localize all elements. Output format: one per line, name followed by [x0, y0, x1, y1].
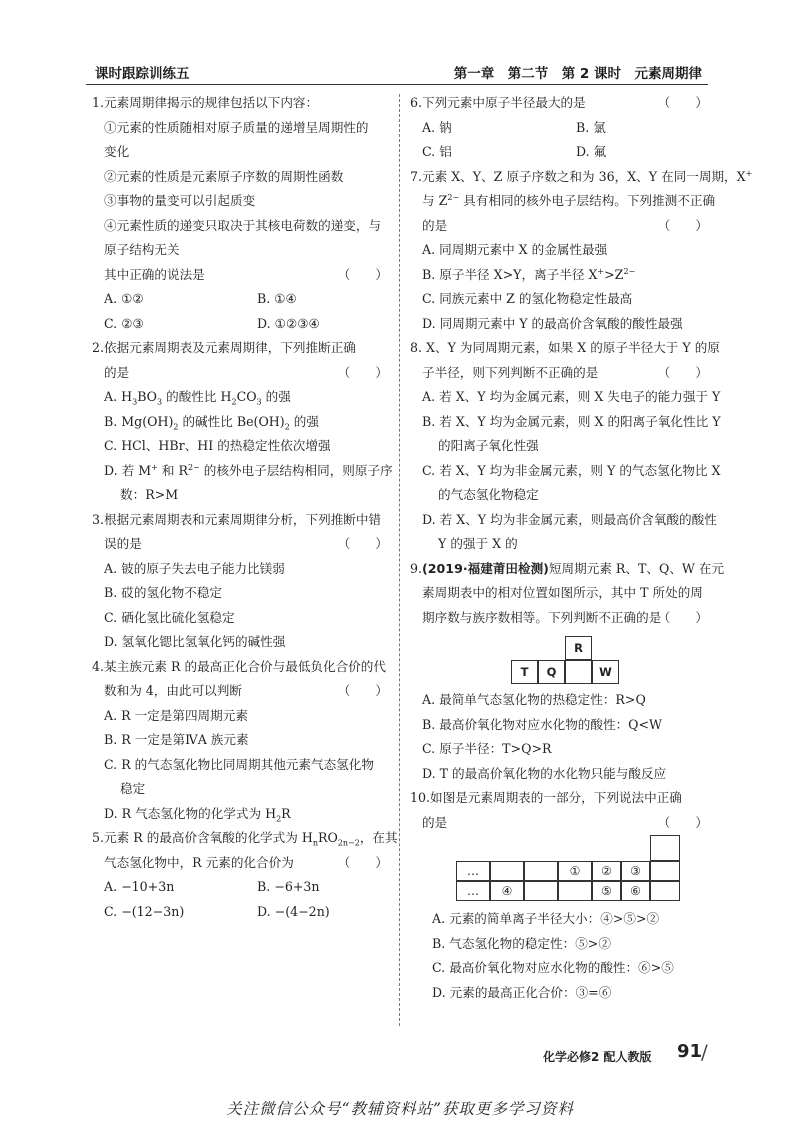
q8-option-c-cont: 的气态氢化物稳定 — [438, 487, 539, 502]
q9-number: 9. — [410, 560, 423, 576]
q4-d-part: D. R 气态氢化物的化学式为 H — [104, 805, 277, 821]
q2-option-b — [92, 410, 388, 435]
q7-stem-part: 7.元素 X、Y、Z 原子序数之和为 36，X、Y 在同一周期，X — [410, 168, 746, 184]
q7-b-sup: 2− — [623, 266, 636, 276]
q4-option-b: B. R 一定是第ⅣA 族元素 — [104, 732, 249, 747]
q7-answer-paren: （ ） — [657, 217, 708, 233]
q5-stem-sub: 2n−2 — [337, 838, 360, 848]
q9-stem-cont2 — [410, 606, 708, 631]
q3-stem-cont-text: 误的是 — [104, 536, 142, 551]
q2-a-part: A. H — [104, 389, 133, 404]
q10-option-b: B. 气态氢化物的稳定性：⑤>② — [432, 935, 611, 951]
q2-b-part: B. Mg(OH) — [104, 413, 174, 429]
q10-cell — [650, 861, 680, 881]
page-number: 91 — [677, 1041, 703, 1062]
q1-ask — [92, 263, 388, 288]
q2-b-sub: 2 — [284, 422, 290, 432]
q4-option-c-cont: 稳定 — [120, 781, 146, 796]
question-10 — [410, 786, 708, 1005]
q5-options-ab — [92, 875, 388, 900]
q2-option-d-cont: 数：R>M — [120, 487, 179, 502]
q3-option-c: C. 硒化氢比硫化氢稳定 — [104, 609, 235, 625]
q1-statement-4: ④元素性质的递变只取决于其核电荷数的递变，与 — [104, 217, 382, 233]
q2-d-sup: 2− — [187, 462, 200, 472]
q4-option-d — [92, 802, 388, 827]
q2-a-part: 的强 — [261, 389, 291, 404]
q4-stem: 4.某主族元素 R 的最高正化合价与最低负化合价的代 — [92, 658, 386, 674]
q10-cell — [558, 881, 592, 901]
q10-option-a: A. 元素的简单离子半径大小：④>⑤>② — [432, 911, 660, 926]
q7-stem-sup: + — [745, 168, 753, 178]
q7-stem-cont — [410, 189, 716, 214]
q1-ask-text: 其中正确的说法是 — [104, 266, 205, 282]
q8-option-a: A. 若 X、Y 均为金属元素，则 X 失电子的能力强于 Y — [422, 389, 721, 404]
q8-option-c: C. 若 X、Y 均为非金属元素，则 Y 的气态氢化物比 X — [422, 462, 721, 478]
q9-stem-cont: 素周期表中的相对位置如图所示，其中 T 所处的周 — [422, 585, 703, 600]
q10-cell: … — [456, 881, 490, 901]
q7-b-part: B. 原子半径 X>Y，离子半径 X — [422, 266, 598, 282]
q6-option-c: C. 铝 — [422, 144, 452, 159]
left-column — [92, 91, 398, 924]
q10-cell-top — [650, 835, 680, 861]
q7-stem-sup: 2− — [447, 192, 460, 202]
q7-b-part: >Z — [604, 266, 624, 282]
question-2 — [92, 336, 393, 508]
q10-periodic-table-fragment — [410, 835, 708, 907]
q5-answer-paren: （ ） — [337, 854, 388, 870]
q10-cell-1: ① — [558, 861, 592, 881]
q3-stem: 3.根据元素周期表和元素周期律分析，下列推断中错 — [92, 511, 382, 527]
q2-d-part: 和 R — [157, 462, 188, 478]
q5-options-cd — [92, 900, 388, 925]
q7-stem — [410, 165, 753, 190]
q9-answer-paren: （ ） — [657, 609, 708, 625]
q10-answer-paren: （ ） — [657, 814, 708, 830]
question-3 — [92, 508, 388, 655]
q2-b-part: 的碱性比 Be(OH) — [178, 413, 285, 429]
q5-option-d: D. −(4−2n) — [257, 903, 330, 919]
q1-statement-3: ③事物的量变可以引起质变 — [104, 193, 256, 208]
q2-d-part: 的核外电子层结构相同，则原子序 — [199, 462, 393, 478]
q10-cell — [490, 861, 524, 881]
q1-option-a: A. ①② — [104, 291, 144, 306]
q5-stem-part: 5.元素 R 的最高价含氧酸的化学式为 H — [92, 830, 313, 845]
question-5 — [92, 826, 398, 924]
q9-cell-empty — [565, 660, 592, 684]
q5-option-a: A. −10+3n — [104, 879, 175, 894]
q4-answer-paren: （ ） — [337, 683, 388, 698]
q1-option-c: C. ②③ — [104, 315, 144, 331]
q4-option-c: C. R 的气态氢化物比同周期其他元素气态氢化物 — [104, 756, 374, 772]
q8-stem-cont-text: 子半径，则下列判断不正确的是 — [422, 364, 599, 380]
q10-option-c: C. 最高价氧化物对应水化物的酸性：⑥>⑤ — [432, 960, 674, 975]
header-series-title: 课时跟踪训练五 — [95, 66, 190, 82]
header-rule — [86, 84, 708, 85]
q9-option-a: A. 最简单气态氢化物的热稳定性：R>Q — [422, 692, 646, 707]
q1-options-ab — [92, 287, 388, 312]
q6-answer-paren: （ ） — [657, 95, 708, 110]
q2-d-sup: + — [151, 462, 158, 472]
q9-cell-t: T — [511, 660, 538, 684]
q10-stem-cont — [410, 811, 708, 836]
question-7 — [410, 165, 753, 337]
q2-a-part: BO — [137, 389, 158, 404]
q5-option-c: C. −(12−3n) — [104, 903, 185, 919]
bottom-promo-note: 关注微信公众号“教辅资料站”获取更多学习资料 — [226, 1100, 574, 1118]
q7-stem-part: 具有相同的核外电子层结构。下列推测不正确 — [459, 193, 716, 208]
q9-cell-q: Q — [538, 660, 565, 684]
q2-b-part: 的强 — [289, 413, 319, 429]
q2-a-part: CO — [236, 389, 257, 404]
q2-option-d — [92, 459, 393, 484]
q7-stem-cont2-text: 的是 — [422, 217, 448, 233]
q6-stem — [410, 91, 708, 116]
q2-a-sub: 3 — [132, 397, 138, 407]
q9-stem-cont2-text: 期序数与族序数相等。下列判断不正确的是 — [422, 609, 662, 625]
q6-options-ab — [410, 116, 708, 141]
q2-stem-cont-text: 的是 — [104, 364, 130, 380]
footer-book-title: 化学必修2 配人教版 — [543, 1050, 652, 1064]
q8-option-b: B. 若 X、Y 均为金属元素，则 X 的阳离子氧化性比 Y — [422, 413, 721, 429]
q4-d-part: R — [281, 805, 291, 821]
q7-b-sup: + — [597, 266, 605, 276]
q10-stem: 10.如图是元素周期表的一部分，下列说法中正确 — [410, 790, 682, 805]
q10-cell — [650, 881, 680, 901]
q5-stem-sub: n — [312, 838, 318, 848]
q8-option-d: D. 若 X、Y 均为非金属元素，则最高价含氧酸的酸性 — [422, 511, 717, 527]
q10-cell-3: ③ — [621, 861, 650, 881]
q7-stem-cont2 — [410, 214, 708, 239]
q4-d-sub: 2 — [276, 814, 282, 824]
q2-stem-cont — [92, 361, 388, 386]
q2-a-sub: 3 — [157, 397, 163, 407]
q2-d-part: D. 若 M — [104, 462, 152, 478]
q7-option-c: C. 同族元素中 Z 的氢化物稳定性最高 — [422, 291, 633, 306]
column-divider — [399, 94, 400, 1026]
q9-option-b: B. 最高价氧化物对应水化物的酸性：Q<W — [422, 716, 662, 732]
q2-a-sub: 2 — [231, 397, 237, 407]
q5-stem-part: RO — [317, 830, 338, 845]
footer-slash: / — [701, 1040, 708, 1064]
q2-stem: 2.依据元素周期表及元素周期律，下列推断正确 — [92, 340, 356, 355]
q1-option-d: D. ①②③④ — [257, 315, 320, 331]
q6-option-b: B. 氯 — [576, 119, 606, 135]
q9-stem-part: 短周期元素 R、T、Q、W 在元 — [548, 560, 725, 576]
q4-stem-cont-text: 数和为 4，由此可以判断 — [104, 683, 242, 698]
q10-cell — [524, 861, 558, 881]
q8-option-d-cont: Y 的强于 X 的 — [438, 536, 518, 551]
q10-stem-cont-text: 的是 — [422, 814, 448, 830]
q1-options-cd — [92, 312, 388, 337]
q1-statement-1: ①元素的性质随相对原子质量的递增呈周期性的 — [104, 119, 369, 135]
right-column — [410, 91, 753, 1005]
q9-option-c: C. 原子半径：T>Q>R — [422, 741, 552, 756]
q9-periodic-figure — [410, 630, 708, 688]
question-1 — [92, 91, 388, 336]
q10-cell — [524, 881, 558, 901]
q7-stem-part: 与 Z — [422, 193, 448, 208]
q5-stem — [92, 826, 398, 851]
question-6 — [410, 91, 708, 165]
question-9 — [410, 557, 725, 787]
q7-option-a: A. 同周期元素中 X 的金属性最强 — [422, 242, 608, 257]
q10-option-d: D. 元素的最高正化合价：③=⑥ — [432, 984, 612, 1000]
q2-a-part: 的酸性比 H — [162, 389, 232, 404]
q5-option-b: B. −6+3n — [257, 879, 320, 894]
q6-stem-text: 6.下列元素中原子半径最大的是 — [410, 95, 586, 110]
q9-option-d: D. T 的最高价氧化物的水化物只能与酸反应 — [422, 765, 667, 781]
q2-option-c: C. HCl、HBr、HI 的热稳定性依次增强 — [104, 438, 331, 453]
q8-stem: 8. X、Y 为同周期元素，如果 X 的原子半径大于 Y 的原 — [410, 340, 720, 355]
q7-option-d: D. 同周期元素中 Y 的最高价含氧酸的酸性最强 — [422, 315, 683, 331]
q1-stem: 1.元素周期律揭示的规律包括以下内容： — [92, 95, 319, 110]
q4-stem-cont — [92, 679, 388, 704]
q6-option-d: D. 氟 — [576, 144, 607, 159]
q10-cell-5: ⑤ — [592, 881, 621, 901]
question-8 — [410, 336, 721, 557]
q8-option-b-cont: 的阳离子氧化性强 — [438, 438, 539, 453]
q8-stem-cont — [410, 361, 708, 386]
q10-cell-2: ② — [592, 861, 621, 881]
q1-answer-paren: （ ） — [337, 266, 388, 282]
q10-cell-6: ⑥ — [621, 881, 650, 901]
q2-a-sub: 3 — [256, 397, 262, 407]
q9-cell-r: R — [565, 636, 592, 660]
q2-answer-paren: （ ） — [337, 364, 388, 380]
q3-option-a: A. 铍的原子失去电子能力比镁弱 — [104, 560, 285, 576]
q3-stem-cont — [92, 532, 388, 557]
q3-option-b: B. 砹的氢化物不稳定 — [104, 585, 223, 600]
q10-cell-4: ④ — [490, 881, 524, 901]
q1-statement-2: ②元素的性质是元素原子序数的周期性函数 — [104, 168, 344, 184]
q3-answer-paren: （ ） — [337, 536, 388, 551]
q1-statement-1-cont: 变化 — [104, 144, 130, 159]
q9-source: (2019·福建莆田检测) — [422, 560, 549, 576]
q10-cell: … — [456, 861, 490, 881]
q7-option-b — [410, 263, 708, 288]
header-chapter-title: 第一章 第二节 第 2 课时 元素周期律 — [453, 66, 702, 82]
q8-answer-paren: （ ） — [657, 364, 708, 380]
q5-stem-cont-text: 气态氢化物中，R 元素的化合价为 — [104, 854, 294, 870]
q2-b-sub: 2 — [173, 422, 179, 432]
q5-stem-cont — [92, 851, 388, 876]
q9-cell-w: W — [592, 660, 619, 684]
q4-option-a: A. R 一定是第四周期元素 — [104, 707, 248, 723]
q5-stem-part: ，在其 — [359, 830, 398, 845]
q1-statement-4-cont: 原子结构无关 — [104, 242, 180, 257]
q9-stem — [410, 557, 725, 582]
q1-option-b: B. ①④ — [257, 291, 297, 306]
q6-options-cd — [410, 140, 708, 165]
q6-option-a: A. 钠 — [422, 119, 452, 135]
question-4 — [92, 655, 388, 827]
q2-option-a — [92, 385, 388, 410]
q3-option-d: D. 氢氧化锶比氢氧化钙的碱性强 — [104, 634, 286, 649]
